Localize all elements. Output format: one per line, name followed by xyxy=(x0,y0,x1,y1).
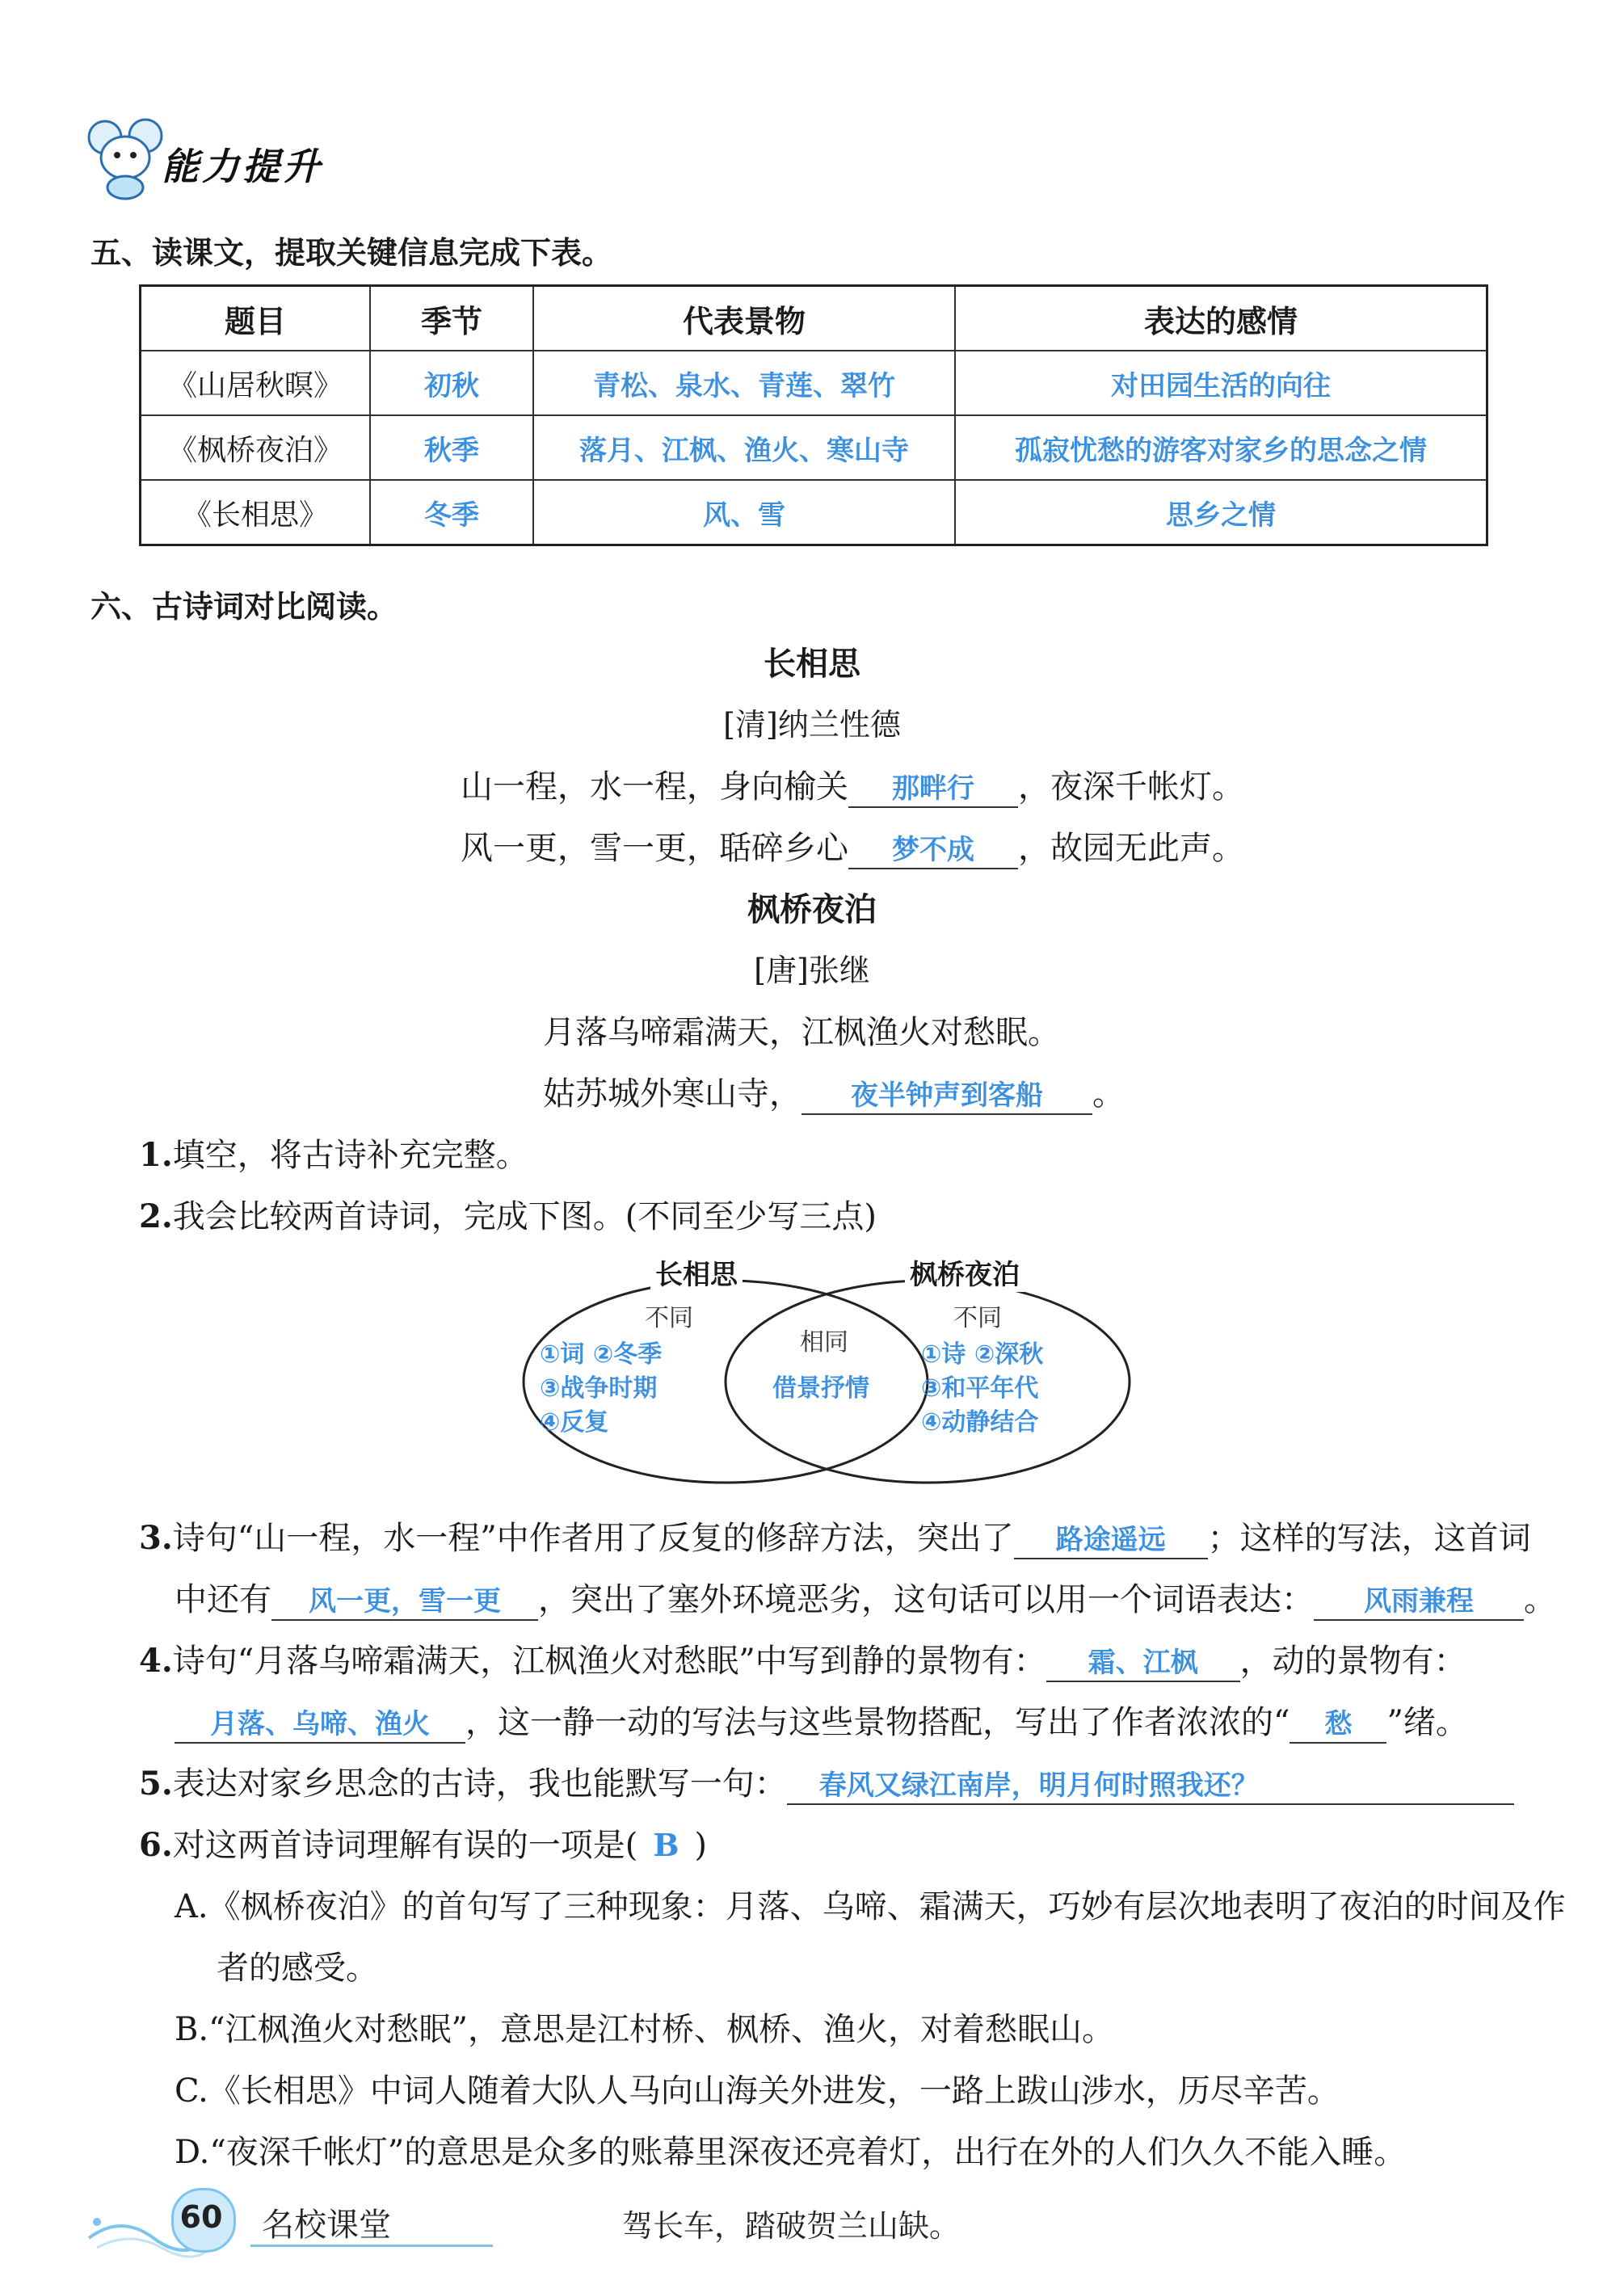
poem1-author: [清]纳兰性德 xyxy=(723,707,901,743)
key-info-table xyxy=(139,284,1488,546)
header-season: 季节 xyxy=(370,286,533,351)
question-2: 2.我会比较两首诗词，完成下图。(不同至少写三点) xyxy=(139,1197,877,1235)
cell-scenery: 风、雪 xyxy=(533,480,955,545)
question-6: 6.对这两首诗词理解有误的一项是( B ) xyxy=(139,1826,707,1864)
table-row xyxy=(141,351,1487,415)
header-badge xyxy=(81,113,323,202)
venn-left-sub: 不同 xyxy=(645,1304,693,1332)
cell-scenery: 落月、江枫、渔火、寒山寺 xyxy=(533,415,955,480)
poem1-line1: 山一程，水一程，身向榆关 那畔行 ，夜深千帐灯。 xyxy=(461,761,1244,808)
q4-answer2[interactable]: 月落、乌啼、渔火 xyxy=(175,1706,465,1744)
table-row xyxy=(141,480,1487,545)
cell-title: 《山居秋暝》 xyxy=(141,351,371,415)
question-5: 5.表达对家乡思念的古诗，我也能默写一句： 春风又绿江南岸，明月何时照我还？ xyxy=(139,1758,1514,1805)
option-a-line1: A.《枫桥夜泊》的首句写了三种现象：月落、乌啼、霜满天，巧妙有层次地表明了夜泊的时间及作 xyxy=(175,1888,1566,1925)
poem2-author: [唐]张继 xyxy=(754,953,870,988)
q3-answer1[interactable]: 路途遥远 xyxy=(1014,1522,1208,1559)
q5-answer[interactable]: 春风又绿江南岸，明月何时照我还？ xyxy=(787,1768,1514,1805)
venn-right-sub: 不同 xyxy=(953,1304,1002,1332)
cell-title: 《枫桥夜泊》 xyxy=(141,415,371,480)
cell-emotion: 思乡之情 xyxy=(955,480,1487,545)
header-emotion: 表达的感情 xyxy=(955,286,1487,351)
question-3-line2: 中还有 风一更，雪一更 ，突出了塞外环境恶劣，这句话可以用一个词语表达： 风雨兼程 。 xyxy=(175,1574,1556,1621)
poem1-line2: 风一更，雪一更，聒碎乡心 梦不成 ，故园无此声。 xyxy=(461,823,1244,869)
q3-answer3[interactable]: 风雨兼程 xyxy=(1314,1584,1524,1621)
venn-left-item: ④反复 xyxy=(540,1408,609,1437)
cell-emotion: 孤寂忧愁的游客对家乡的思念之情 xyxy=(955,415,1487,480)
venn-mid-items xyxy=(772,1372,869,1406)
poem1-title: 长相思 xyxy=(764,646,860,683)
cell-season: 秋季 xyxy=(370,415,533,480)
option-d: D.“夜深千帐灯”的意思是众多的账幕里深夜还亮着灯，出行在外的人们久久不能入睡。 xyxy=(175,2134,1407,2171)
question-3-line1: 3.诗句“山一程，水一程”中作者用了反复的修辞方法，突出了 路途遥远 ；这样的写法，这首词 xyxy=(139,1513,1531,1559)
question-4-line2: 月落、乌啼、渔火 ，这一静一动的写法与这些景物搭配，写出了作者浓浓的“ 愁 ”绪。 xyxy=(175,1697,1468,1744)
cell-title: 《长相思》 xyxy=(141,480,371,545)
cell-season: 冬季 xyxy=(370,480,533,545)
venn-right-label: 枫桥夜泊 xyxy=(905,1252,1024,1292)
venn-left-item: ①词 ②冬季 xyxy=(540,1340,663,1369)
poem2-answer[interactable]: 夜半钟声到客船 xyxy=(801,1078,1092,1115)
venn-left-items xyxy=(540,1338,662,1440)
venn-diagram xyxy=(517,1252,1147,1495)
mouse-mascot-icon xyxy=(81,113,170,202)
section5-title: 五、读课文，提取关键信息完成下表。 xyxy=(90,235,613,271)
footer-divider xyxy=(250,2245,493,2247)
poem2-line2: 姑苏城外寒山寺， 夜半钟声到客船 。 xyxy=(543,1068,1125,1115)
option-b: B.“江枫渔火对愁眠”，意思是江村桥、枫桥、渔火，对着愁眠山。 xyxy=(175,2011,1115,2048)
page-number: 60 xyxy=(179,2199,223,2235)
venn-right-items xyxy=(921,1338,1043,1440)
question-1: 1.填空，将古诗补充完整。 xyxy=(139,1136,528,1174)
venn-left-item: ③战争时期 xyxy=(540,1374,658,1403)
header-title: 题目 xyxy=(141,286,371,351)
poem1-answer1[interactable]: 那畔行 xyxy=(848,771,1018,808)
badge-title: 能力提升 xyxy=(162,145,323,188)
section6-title: 六、古诗词对比阅读。 xyxy=(90,589,398,625)
option-a-line2: 者的感受。 xyxy=(217,1950,378,1987)
table-header-row xyxy=(141,286,1487,351)
footer-quote: 驾长车，踏破贺兰山缺。 xyxy=(622,2208,961,2244)
venn-left-label: 长相思 xyxy=(650,1252,743,1292)
venn-right-item: ④动静结合 xyxy=(921,1408,1039,1437)
venn-right-item: ①诗 ②深秋 xyxy=(921,1340,1044,1369)
venn-right-item: ③和平年代 xyxy=(921,1374,1039,1403)
q6-answer[interactable]: B xyxy=(653,1827,679,1863)
option-c: C.《长相思》中词人随着大队人马向山海关外进发，一路上跋山涉水，历尽辛苦。 xyxy=(175,2072,1340,2110)
poem2-title: 枫桥夜泊 xyxy=(747,891,877,928)
q3-answer2[interactable]: 风一更，雪一更 xyxy=(271,1584,538,1621)
venn-mid-sub: 相同 xyxy=(800,1328,848,1357)
footer xyxy=(81,2182,1487,2254)
q4-answer1[interactable]: 霜、江枫 xyxy=(1046,1645,1240,1682)
cell-emotion: 对田园生活的向往 xyxy=(955,351,1487,415)
poem2-line1: 月落乌啼霜满天，江枫渔火对愁眠。 xyxy=(543,1014,1060,1051)
question-4-line1: 4.诗句“月落乌啼霜满天，江枫渔火对愁眠”中写到静的景物有： 霜、江枫 ，动的景物有： xyxy=(139,1635,1466,1682)
header-scenery: 代表景物 xyxy=(533,286,955,351)
table-row xyxy=(141,415,1487,480)
poem1-answer2[interactable]: 梦不成 xyxy=(848,832,1018,869)
venn-mid-item: 借景抒情 xyxy=(772,1374,869,1403)
footer-brand: 名校课堂 xyxy=(262,2207,391,2244)
q4-answer3[interactable]: 愁 xyxy=(1290,1706,1386,1744)
cell-season: 初秋 xyxy=(370,351,533,415)
cell-scenery: 青松、泉水、青莲、翠竹 xyxy=(533,351,955,415)
